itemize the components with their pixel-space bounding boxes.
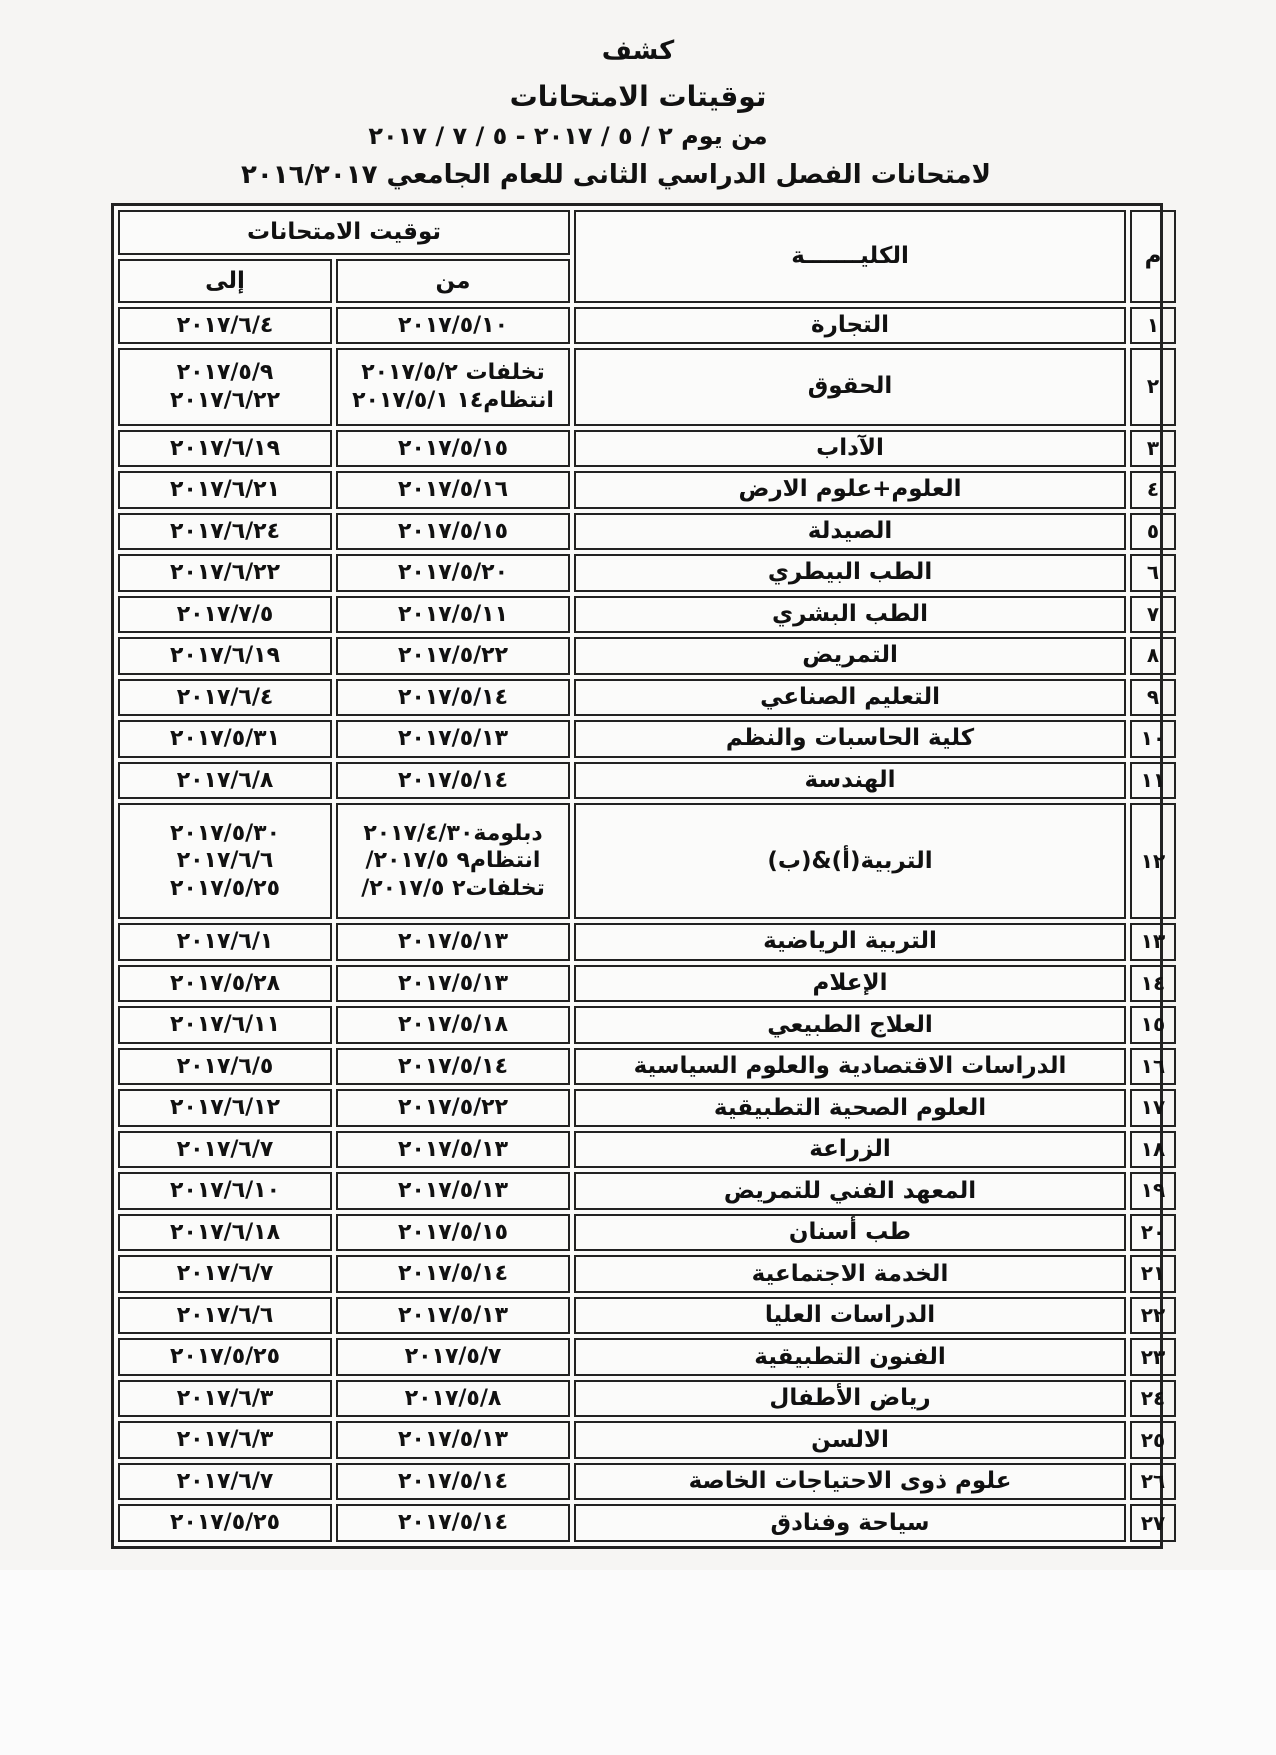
start-date-line: ٢٠١٧/٥/١٤ bbox=[397, 1510, 509, 1536]
start-date-line: ٢٠١٧/٥/٨ bbox=[404, 1385, 502, 1411]
table-row bbox=[118, 1048, 1176, 1086]
table-row bbox=[118, 1380, 1176, 1418]
start-date-line: ٢٠١٧/٥/١٤ bbox=[397, 1468, 509, 1494]
exam-end-date bbox=[118, 307, 332, 345]
exam-end-date bbox=[118, 1255, 332, 1293]
table-row bbox=[118, 1131, 1176, 1169]
faculty-name: الالسن bbox=[574, 1421, 1126, 1459]
row-number: ٢٠ bbox=[1130, 1214, 1176, 1252]
row-number: ١٧ bbox=[1130, 1089, 1176, 1127]
end-date-line: ٢٠١٧/٦/١٢ bbox=[169, 1095, 281, 1121]
end-date-line: ٢٠١٧/٦/٢١ bbox=[169, 477, 281, 503]
table-row bbox=[118, 1338, 1176, 1376]
faculty-name: الخدمة الاجتماعية bbox=[574, 1255, 1126, 1293]
row-number: ٦ bbox=[1130, 554, 1176, 592]
exam-start-date bbox=[336, 1089, 570, 1127]
start-date-line: ٢٠١٧/٥/١٤ bbox=[397, 1053, 509, 1079]
row-number: ٢٥ bbox=[1130, 1421, 1176, 1459]
faculty-name: التجارة bbox=[574, 307, 1126, 345]
header-faculty: الكليـــــــة bbox=[574, 210, 1126, 303]
row-number: ١٦ bbox=[1130, 1048, 1176, 1086]
faculty-name: الإعلام bbox=[574, 965, 1126, 1003]
start-date-line: ٢٠١٧/٥/١٣ bbox=[397, 1136, 509, 1162]
faculty-name: التربية(أ)&(ب) bbox=[574, 803, 1126, 919]
start-date-line: ٢٠١٧/٥/١٠ bbox=[397, 312, 509, 338]
faculty-name: الزراعة bbox=[574, 1131, 1126, 1169]
faculty-name: الدراسات الاقتصادية والعلوم السياسية bbox=[574, 1048, 1126, 1086]
faculty-name: الهندسة bbox=[574, 762, 1126, 800]
header-timing: توقيت الامتحانات bbox=[118, 210, 570, 255]
row-number: ١٩ bbox=[1130, 1172, 1176, 1210]
end-date-line: ٢٠١٧/٦/٧ bbox=[176, 1136, 274, 1162]
exam-start-date bbox=[336, 1172, 570, 1210]
exam-start-date bbox=[336, 1504, 570, 1542]
document-title: كشف bbox=[601, 36, 675, 66]
faculty-name: التربية الرياضية bbox=[574, 923, 1126, 961]
table-row bbox=[118, 1006, 1176, 1044]
row-number: ٤ bbox=[1130, 471, 1176, 509]
exam-end-date bbox=[118, 471, 332, 509]
table-row bbox=[118, 1089, 1176, 1127]
exam-end-date bbox=[118, 1297, 332, 1335]
row-number: ١٢ bbox=[1130, 803, 1176, 919]
exam-start-date bbox=[336, 1463, 570, 1501]
end-date-line: ٢٠١٧/٦/٣ bbox=[176, 1427, 274, 1453]
end-date-line: ٢٠١٧/٦/٣ bbox=[176, 1385, 274, 1411]
faculty-name: سياحة وفنادق bbox=[574, 1504, 1126, 1542]
faculty-name: علوم ذوى الاحتياجات الخاصة bbox=[574, 1463, 1126, 1501]
start-date-line: ٢٠١٧/٥/٧ bbox=[404, 1344, 502, 1370]
row-number: ٢٤ bbox=[1130, 1380, 1176, 1418]
faculty-name: كلية الحاسبات والنظم bbox=[574, 720, 1126, 758]
exam-start-date bbox=[336, 1297, 570, 1335]
exam-end-date bbox=[118, 1504, 332, 1542]
end-date-line: ٢٠١٧/٥/٢٨ bbox=[169, 970, 281, 996]
start-date-line: ٢٠١٧/٥/١٨ bbox=[397, 1012, 509, 1038]
faculty-name: طب أسنان bbox=[574, 1214, 1126, 1252]
start-date-line: دبلومة٢٠١٧/٤/٣٠ bbox=[363, 820, 543, 846]
exam-start-date bbox=[336, 348, 570, 425]
exam-end-date bbox=[118, 762, 332, 800]
exam-end-date bbox=[118, 1089, 332, 1127]
start-date-line: ٢٠١٧/٥/٢٢ bbox=[397, 1095, 509, 1121]
table-row bbox=[118, 1463, 1176, 1501]
end-date-line: ٢٠١٧/٦/١٩ bbox=[169, 435, 281, 461]
exam-start-date bbox=[336, 762, 570, 800]
exam-end-date bbox=[118, 1463, 332, 1501]
exam-start-date bbox=[336, 1338, 570, 1376]
exam-end-date bbox=[118, 1421, 332, 1459]
exam-start-date bbox=[336, 923, 570, 961]
start-date-line: انتظام٩ ٢٠١٧/٥/ bbox=[365, 848, 541, 874]
header-num: م bbox=[1130, 210, 1176, 303]
row-number: ٢٦ bbox=[1130, 1463, 1176, 1501]
table-row bbox=[118, 1297, 1176, 1335]
end-date-line: ٢٠١٧/٥/٣١ bbox=[169, 726, 281, 752]
row-number: ٢ bbox=[1130, 348, 1176, 425]
end-date-line: ٢٠١٧/٦/٥ bbox=[176, 1053, 274, 1079]
start-date-line: ٢٠١٧/٥/١٣ bbox=[397, 1427, 509, 1453]
table-row bbox=[118, 965, 1176, 1003]
schedule-grid bbox=[114, 206, 1180, 1546]
table-row bbox=[118, 1504, 1176, 1542]
row-number: ٥ bbox=[1130, 513, 1176, 551]
table-header-row bbox=[118, 210, 1176, 255]
exam-start-date bbox=[336, 596, 570, 634]
faculty-name: العلاج الطبيعي bbox=[574, 1006, 1126, 1044]
end-date-line: ٢٠١٧/٥/٢٥ bbox=[169, 875, 281, 901]
row-number: ٢٧ bbox=[1130, 1504, 1176, 1542]
exam-end-date bbox=[118, 1006, 332, 1044]
table-row bbox=[118, 307, 1176, 345]
end-date-line: ٢٠١٧/٦/٢٢ bbox=[169, 387, 281, 413]
table-row bbox=[118, 679, 1176, 717]
row-number: ٢٣ bbox=[1130, 1338, 1176, 1376]
row-number: ٩ bbox=[1130, 679, 1176, 717]
end-date-line: ٢٠١٧/٦/٧ bbox=[176, 1261, 274, 1287]
table-row bbox=[118, 471, 1176, 509]
table-row bbox=[118, 1421, 1176, 1459]
exam-start-date bbox=[336, 637, 570, 675]
end-date-line: ٢٠١٧/٦/١١ bbox=[169, 1012, 281, 1038]
table-row bbox=[118, 1255, 1176, 1293]
exam-end-date bbox=[118, 348, 332, 425]
table-row bbox=[118, 430, 1176, 468]
exam-end-date bbox=[118, 430, 332, 468]
start-date-line: ٢٠١٧/٥/١٤ bbox=[397, 684, 509, 710]
faculty-name: العلوم الصحية التطبيقية bbox=[574, 1089, 1126, 1127]
exam-end-date bbox=[118, 596, 332, 634]
exam-end-date bbox=[118, 1048, 332, 1086]
document-header bbox=[0, 0, 1276, 205]
exam-start-date bbox=[336, 1214, 570, 1252]
table-row bbox=[118, 596, 1176, 634]
exam-end-date bbox=[118, 1214, 332, 1252]
end-date-line: ٢٠١٧/٦/١٠ bbox=[169, 1178, 281, 1204]
start-date-line: تخلفات ٢٠١٧/٥/٢ bbox=[361, 360, 545, 386]
faculty-name: التعليم الصناعي bbox=[574, 679, 1126, 717]
start-date-line: ٢٠١٧/٥/١١ bbox=[397, 601, 509, 627]
table-row bbox=[118, 348, 1176, 425]
exam-end-date bbox=[118, 1131, 332, 1169]
faculty-name: الصيدلة bbox=[574, 513, 1126, 551]
end-date-line: ٢٠١٧/٧/٥ bbox=[176, 601, 274, 627]
row-number: ٣ bbox=[1130, 430, 1176, 468]
exam-start-date bbox=[336, 679, 570, 717]
exam-start-date bbox=[336, 1421, 570, 1459]
exam-start-date bbox=[336, 1255, 570, 1293]
exam-start-date bbox=[336, 720, 570, 758]
row-number: ٢٢ bbox=[1130, 1297, 1176, 1335]
table-row bbox=[118, 1214, 1176, 1252]
end-date-line: ٢٠١٧/٥/٣٠ bbox=[169, 820, 281, 846]
start-date-line: ٢٠١٧/٥/٢٠ bbox=[397, 560, 509, 586]
end-date-line: ٢٠١٧/٦/٤ bbox=[176, 684, 274, 710]
header-to: إلى bbox=[118, 259, 332, 302]
end-date-line: ٢٠١٧/٦/٧ bbox=[176, 1468, 274, 1494]
start-date-line: ٢٠١٧/٥/١٣ bbox=[397, 1302, 509, 1328]
table-row bbox=[118, 720, 1176, 758]
start-date-line: انتظام١٤ ٢٠١٧/٥/١ bbox=[352, 387, 554, 413]
start-date-line: ٢٠١٧/٥/١٣ bbox=[397, 726, 509, 752]
exam-start-date bbox=[336, 1380, 570, 1418]
row-number: ١ bbox=[1130, 307, 1176, 345]
start-date-line: ٢٠١٧/٥/١٦ bbox=[397, 477, 509, 503]
header-from: من bbox=[336, 259, 570, 302]
exam-end-date bbox=[118, 554, 332, 592]
end-date-line: ٢٠١٧/٦/٢٢ bbox=[169, 560, 281, 586]
exam-start-date bbox=[336, 513, 570, 551]
exam-end-date bbox=[118, 1172, 332, 1210]
end-date-line: ٢٠١٧/٦/١٨ bbox=[169, 1219, 281, 1245]
exam-end-date bbox=[118, 513, 332, 551]
exam-end-date bbox=[118, 923, 332, 961]
faculty-name: الآداب bbox=[574, 430, 1126, 468]
exam-start-date bbox=[336, 1006, 570, 1044]
row-number: ١٥ bbox=[1130, 1006, 1176, 1044]
start-date-line: ٢٠١٧/٥/٢٢ bbox=[397, 643, 509, 669]
row-number: ٨ bbox=[1130, 637, 1176, 675]
start-date-line: ٢٠١٧/٥/١٤ bbox=[397, 1261, 509, 1287]
exam-start-date bbox=[336, 554, 570, 592]
end-date-line: ٢٠١٧/٦/١٩ bbox=[169, 643, 281, 669]
exam-end-date bbox=[118, 965, 332, 1003]
end-date-line: ٢٠١٧/٦/٦ bbox=[176, 1302, 274, 1328]
faculty-name: الطب البشري bbox=[574, 596, 1126, 634]
start-date-line: ٢٠١٧/٥/١٥ bbox=[397, 518, 509, 544]
start-date-line: ٢٠١٧/٥/١٣ bbox=[397, 1178, 509, 1204]
exam-end-date bbox=[118, 720, 332, 758]
scan-margin bbox=[0, 1570, 1276, 1755]
exam-start-date bbox=[336, 965, 570, 1003]
table-row bbox=[118, 923, 1176, 961]
table-row bbox=[118, 637, 1176, 675]
document-subtitle: توقيتات الامتحانات bbox=[509, 80, 767, 113]
table-row bbox=[118, 803, 1176, 919]
row-number: ١٠ bbox=[1130, 720, 1176, 758]
faculty-name: العلوم+علوم الارض bbox=[574, 471, 1126, 509]
start-date-line: ٢٠١٧/٥/١٣ bbox=[397, 929, 509, 955]
exam-end-date bbox=[118, 1338, 332, 1376]
faculty-name: المعهد الفني للتمريض bbox=[574, 1172, 1126, 1210]
start-date-line: ٢٠١٧/٥/١٤ bbox=[397, 767, 509, 793]
row-number: ١٣ bbox=[1130, 923, 1176, 961]
exam-end-date bbox=[118, 637, 332, 675]
start-date-line: تخلفات٢ ٢٠١٧/٥/ bbox=[361, 875, 545, 901]
end-date-line: ٢٠١٧/٦/٦ bbox=[176, 848, 274, 874]
end-date-line: ٢٠١٧/٦/٢٤ bbox=[169, 518, 281, 544]
exam-schedule-table bbox=[111, 203, 1166, 1549]
row-number: ١٨ bbox=[1130, 1131, 1176, 1169]
end-date-line: ٢٠١٧/٥/٩ bbox=[176, 360, 274, 386]
semester-description: لامتحانات الفصل الدراسي الثانى للعام الجامعي ٢٠١٦/٢٠١٧ bbox=[241, 160, 991, 190]
exam-start-date bbox=[336, 1048, 570, 1086]
exam-start-date bbox=[336, 307, 570, 345]
start-date-line: ٢٠١٧/٥/١٥ bbox=[397, 435, 509, 461]
row-number: ٢١ bbox=[1130, 1255, 1176, 1293]
end-date-line: ٢٠١٧/٦/٤ bbox=[176, 312, 274, 338]
exam-end-date bbox=[118, 803, 332, 919]
end-date-line: ٢٠١٧/٦/١ bbox=[176, 929, 274, 955]
faculty-name: الدراسات العليا bbox=[574, 1297, 1126, 1335]
exam-start-date bbox=[336, 1131, 570, 1169]
exam-end-date bbox=[118, 679, 332, 717]
end-date-line: ٢٠١٧/٥/٢٥ bbox=[169, 1344, 281, 1370]
exam-start-date bbox=[336, 471, 570, 509]
exam-start-date bbox=[336, 803, 570, 919]
row-number: ١١ bbox=[1130, 762, 1176, 800]
table-row bbox=[118, 1172, 1176, 1210]
faculty-name: التمريض bbox=[574, 637, 1126, 675]
faculty-name: الفنون التطبيقية bbox=[574, 1338, 1126, 1376]
start-date-line: ٢٠١٧/٥/١٣ bbox=[397, 970, 509, 996]
exam-period: من يوم ٢ / ٥ / ٢٠١٧ - ٥ / ٧ / ٢٠١٧ bbox=[368, 122, 768, 150]
exam-start-date bbox=[336, 430, 570, 468]
end-date-line: ٢٠١٧/٥/٢٥ bbox=[169, 1510, 281, 1536]
exam-end-date bbox=[118, 1380, 332, 1418]
row-number: ١٤ bbox=[1130, 965, 1176, 1003]
faculty-name: الطب البيطري bbox=[574, 554, 1126, 592]
start-date-line: ٢٠١٧/٥/١٥ bbox=[397, 1219, 509, 1245]
table-row bbox=[118, 762, 1176, 800]
row-number: ٧ bbox=[1130, 596, 1176, 634]
faculty-name: الحقوق bbox=[574, 348, 1126, 425]
faculty-name: رياض الأطفال bbox=[574, 1380, 1126, 1418]
table-row bbox=[118, 513, 1176, 551]
end-date-line: ٢٠١٧/٦/٨ bbox=[176, 767, 274, 793]
table-row bbox=[118, 554, 1176, 592]
